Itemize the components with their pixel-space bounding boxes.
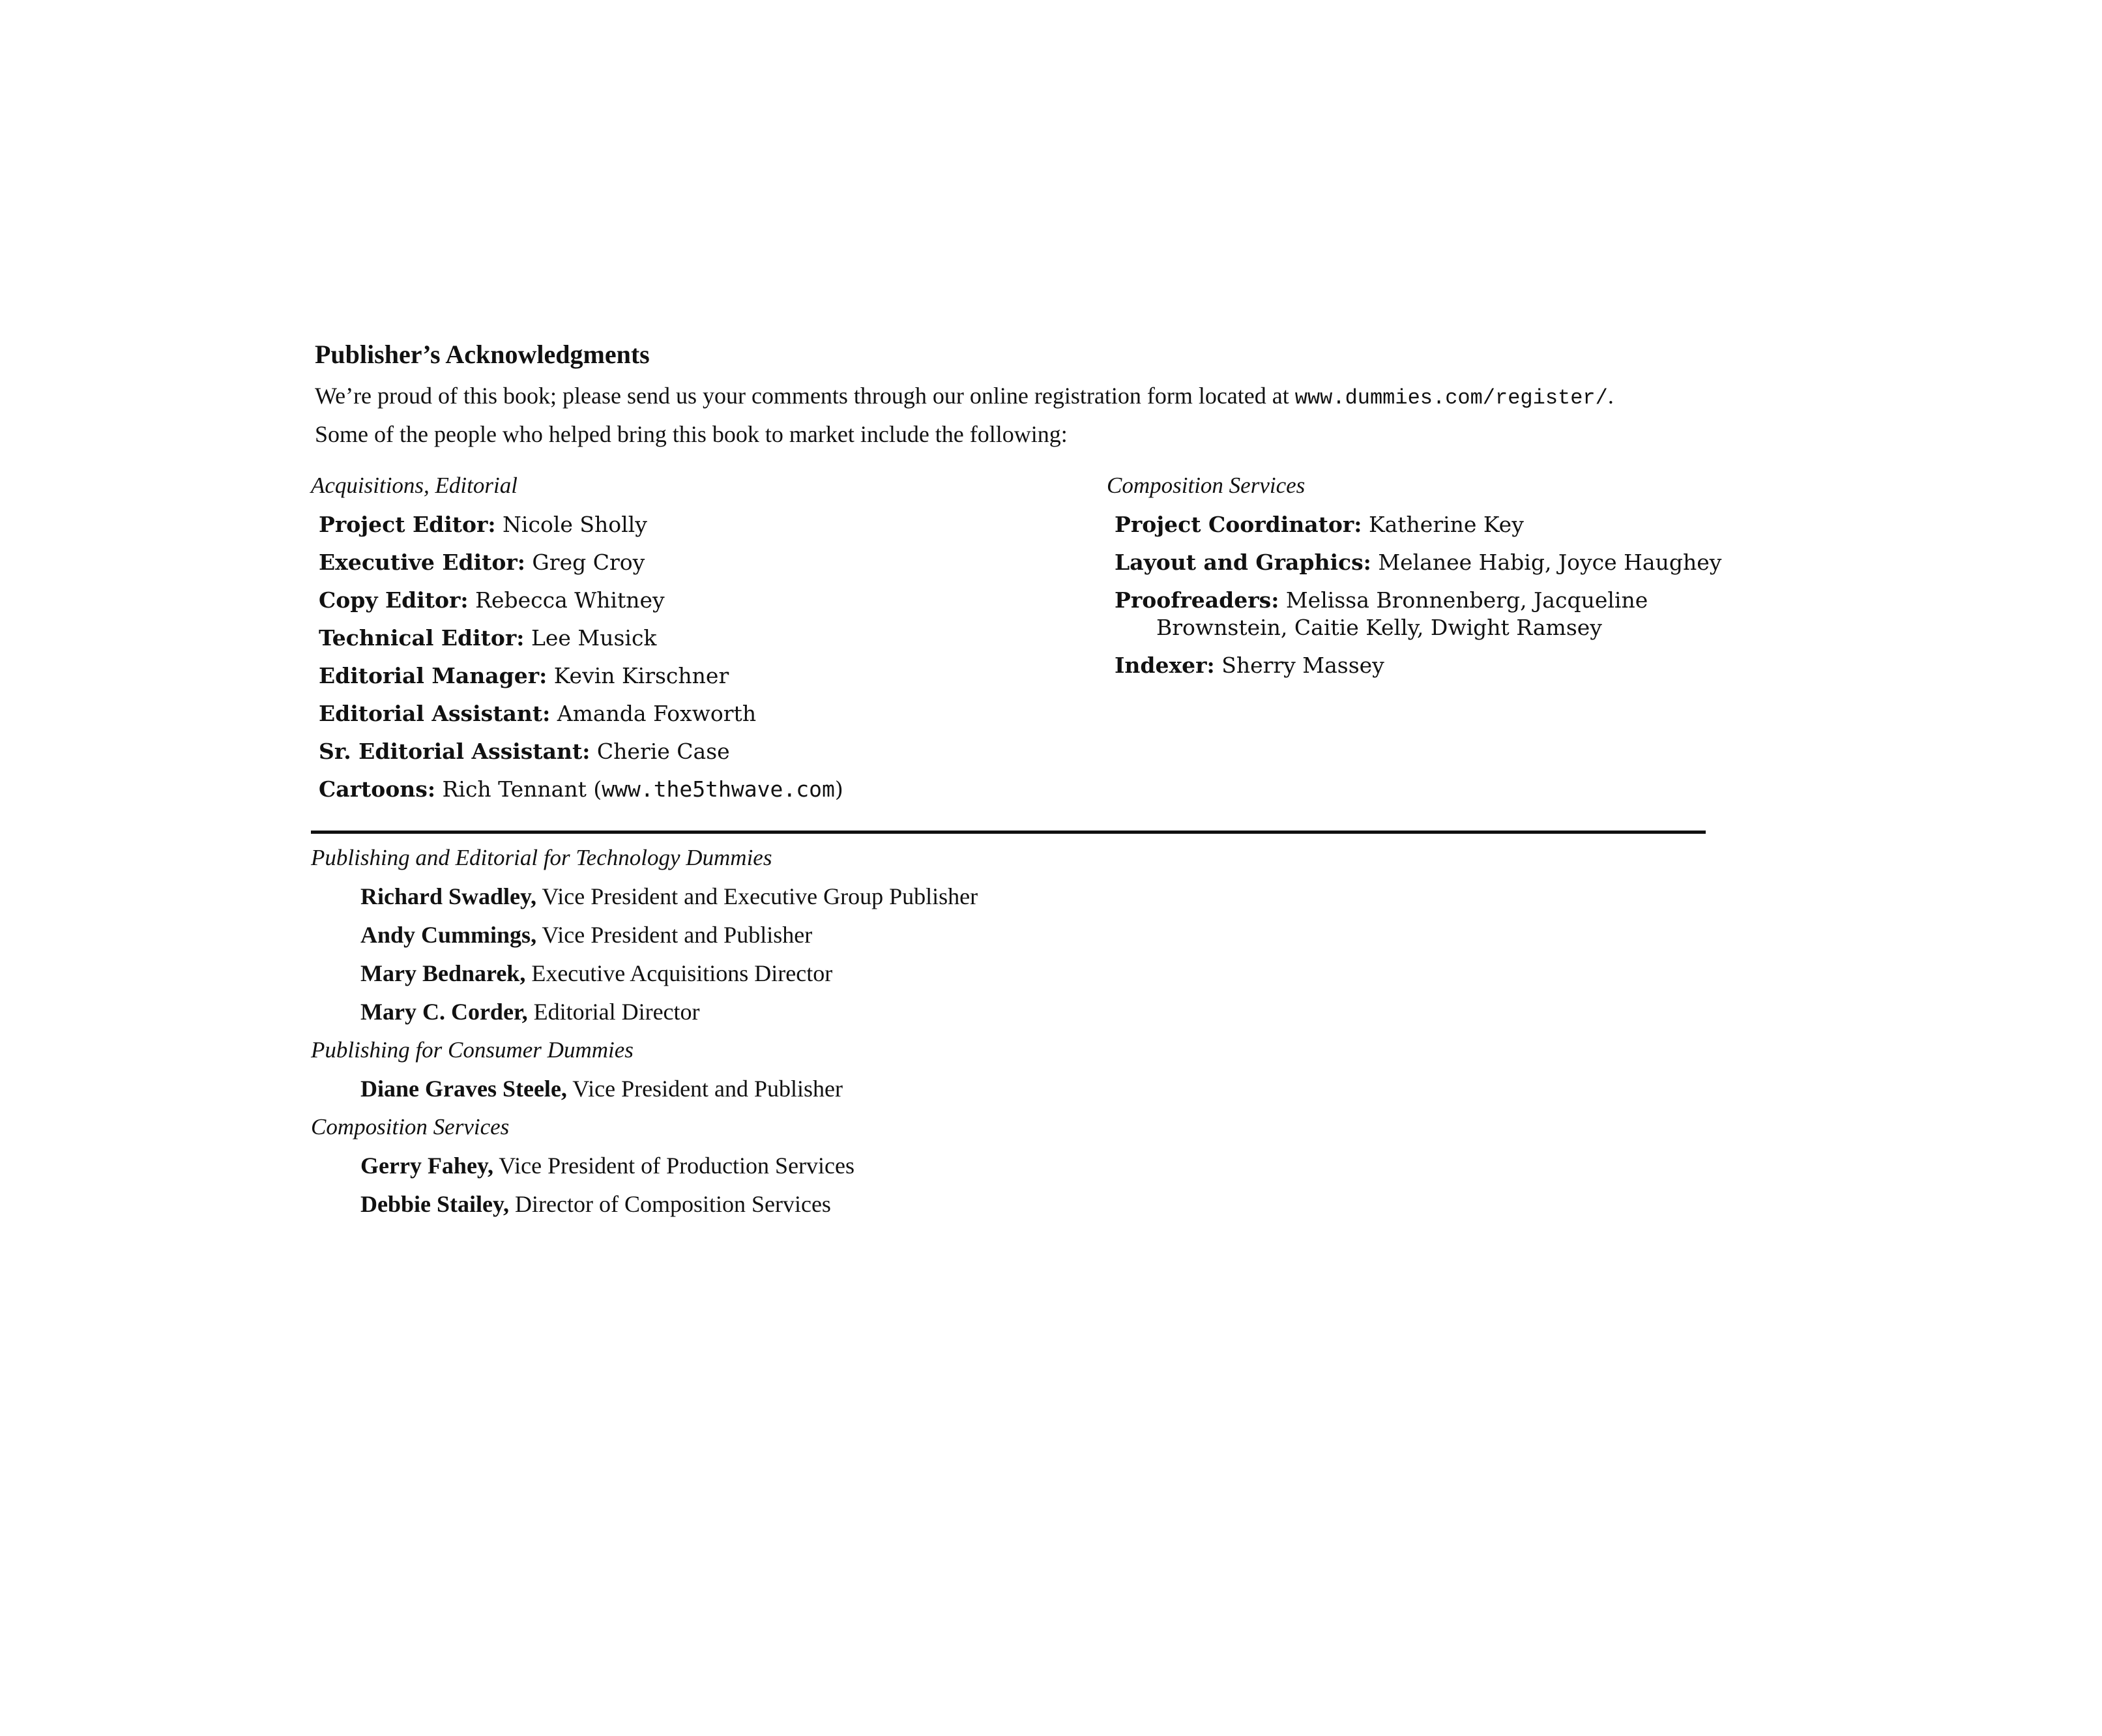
credit-role: Proofreaders: [1115, 587, 1279, 613]
credit-role: Technical Editor: [319, 625, 525, 651]
credit-role: Editorial Manager: [319, 663, 547, 688]
staff-name: Debbie Stailey, [360, 1191, 510, 1217]
credit-role: Editorial Assistant: [319, 701, 551, 726]
credit-name: Amanda Foxworth [550, 701, 757, 726]
staff-name: Andy Cummings, [360, 922, 537, 948]
staff-title: Director of Composition Services [509, 1191, 831, 1217]
credit-name: Nicole Sholly [495, 512, 647, 537]
staff-entry [311, 920, 1484, 958]
credit-cartoons [311, 776, 1080, 803]
staff-entry [311, 881, 1484, 920]
staff-title: Vice President and Publisher [566, 1076, 843, 1102]
column-title-composition: Composition Services [1107, 473, 1306, 498]
section-divider [311, 831, 1706, 834]
credit-executive-editor [311, 549, 1080, 576]
credit-role: Sr. Editorial Assistant: [319, 739, 591, 764]
intro-line-2: Some of the people who helped bring this book to market include the following: [315, 421, 1068, 447]
staff-listing [311, 843, 1484, 1228]
credit-editorial-manager [311, 662, 1080, 690]
staff-title: Vice President and Publisher [536, 922, 813, 948]
section-title-composition: Composition Services [311, 1114, 510, 1140]
credit-role: Cartoons: [319, 776, 436, 802]
staff-entry [311, 997, 1484, 1035]
credit-role: Project Editor: [319, 512, 496, 537]
staff-entry [311, 958, 1484, 997]
page-heading: Publisher’s Acknowledgments [315, 340, 650, 369]
credit-name: Sherry Massey [1214, 653, 1384, 678]
credit-role: Layout and Graphics: [1115, 550, 1371, 575]
credit-sr-editorial-assistant [311, 738, 1080, 765]
column-title-acquisitions: Acquisitions, Editorial [311, 473, 518, 498]
credit-indexer [1107, 652, 1732, 679]
credit-editorial-assistant [311, 700, 1080, 728]
cartoons-url[interactable]: www.the5thwave.com [602, 776, 835, 802]
credit-proofreaders [1107, 587, 1732, 641]
credit-close-paren: ) [834, 776, 843, 802]
credit-role: Indexer: [1115, 653, 1215, 678]
credit-name: Lee Musick [524, 625, 657, 651]
composition-services-column [1107, 471, 1732, 679]
staff-title: Vice President of Production Services [493, 1153, 855, 1179]
credit-name: Kevin Kirschner [547, 663, 729, 688]
credit-name: Cherie Case [590, 739, 730, 764]
credit-layout-graphics [1107, 549, 1732, 576]
staff-entry [311, 1151, 1484, 1189]
intro-line-1 [315, 382, 1614, 410]
credit-name: Katherine Key [1362, 512, 1524, 537]
staff-title: Vice President and Executive Group Publisher [536, 883, 978, 909]
intro-period: . [1607, 383, 1614, 409]
credit-role: Project Coordinator: [1115, 512, 1362, 537]
staff-title: Executive Acquisitions Director [525, 960, 833, 986]
credit-name: Rebecca Whitney [468, 587, 665, 613]
credit-role: Copy Editor: [319, 587, 469, 613]
staff-name: Mary C. Corder, [360, 999, 528, 1025]
credit-name: Melanee Habig, Joyce Haughey [1371, 550, 1722, 575]
section-title-consumer: Publishing for Consumer Dummies [311, 1037, 634, 1063]
staff-title: Editorial Director [527, 999, 700, 1025]
staff-name: Gerry Fahey, [360, 1153, 493, 1179]
credit-role: Executive Editor: [319, 550, 525, 575]
staff-name: Mary Bednarek, [360, 960, 526, 986]
staff-name: Richard Swadley, [360, 883, 537, 909]
credit-project-coordinator [1107, 511, 1732, 538]
staff-name: Diane Graves Steele, [360, 1076, 567, 1102]
credit-copy-editor [311, 587, 1080, 614]
section-title-technology: Publishing and Editorial for Technology Dummies [311, 845, 772, 870]
credit-name: Melissa Bronnenberg, Jacqueline Brownstein, Caitie Kelly, Dwight Ramsey [1156, 587, 1648, 640]
intro-text: We’re proud of this book; please send us your comments through our online registration form located at [315, 383, 1295, 409]
registration-url[interactable]: www.dummies.com/register/ [1294, 386, 1608, 410]
acquisitions-editorial-column [311, 471, 1080, 803]
staff-entry [311, 1074, 1484, 1112]
credit-technical-editor [311, 625, 1080, 652]
credit-name: Greg Croy [525, 550, 645, 575]
credit-project-editor [311, 511, 1080, 538]
staff-entry [311, 1189, 1484, 1228]
credit-name: Rich Tennant ( [435, 776, 602, 802]
